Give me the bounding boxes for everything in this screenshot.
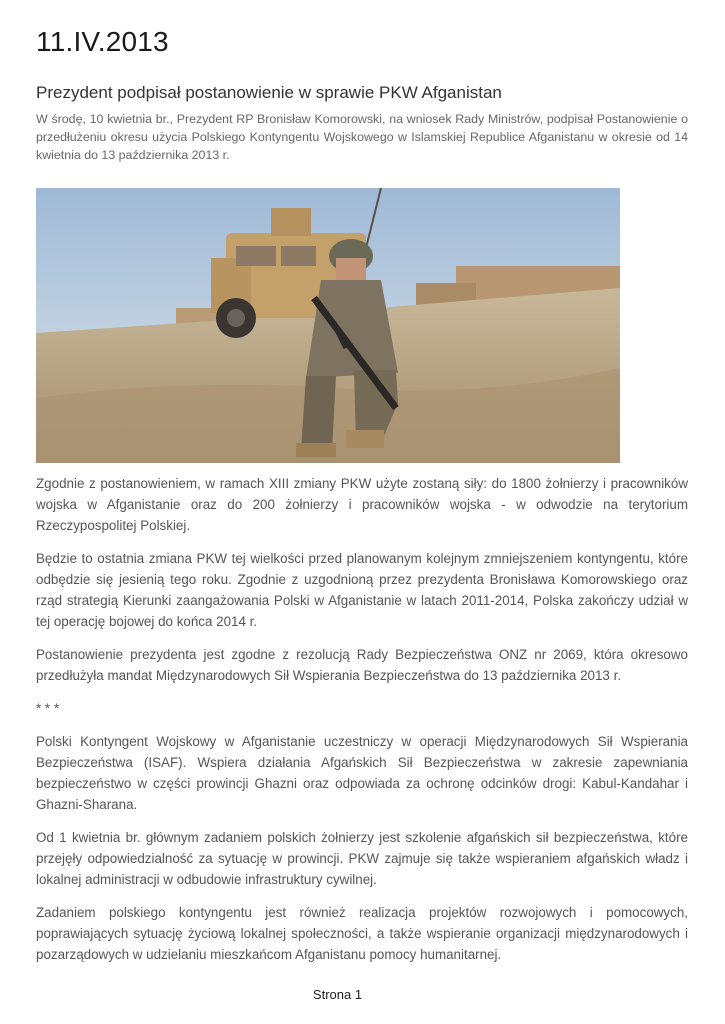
paragraph: Polski Kontyngent Wojskowy w Afganistanie uczestniczy w operacji Międzynarodowych Sił Wspierania Bezpieczeństwa (ISAF). Wspiera działania Afgańskich Sił Bezpieczeństwa w zakresie zapewniania bezpieczeństwo w części prowincji Ghazni oraz odpowiada za ochronę odcinków drogi: Kabul-Kandahar i Ghazni-Sharana. bbox=[36, 734, 688, 812]
paragraph: Zadaniem polskiego kontyngentu jest również realizacja projektów rozwojowych i pomocowych, poprawiających sytuację życiową lokalnej społeczności, a także wspieranie organizacji międzynarodowych i pozarządowych w udzielaniu mieszkańcom Afganistanu pomocy humanitarnej. bbox=[36, 905, 688, 962]
photo-illustration bbox=[36, 188, 620, 463]
paragraph: Postanowienie prezydenta jest zgodne z rezolucją Rady Bezpieczeństwa ONZ nr 2069, która okresowo przedłużyła mandat Międzynarodowych Sił Wspierania Bezpieczeństwa do 13 października 2013 r. bbox=[36, 647, 688, 683]
paragraph: Zgodnie z postanowieniem, w ramach XIII zmiany PKW użyte zostaną siły: do 1800 żołnierzy i pracowników wojska w Afganistanie oraz do 200 żołnierzy i pracowników wojska - w odwodzie na terytorium Rzeczypospolitej Polskiej. bbox=[36, 476, 688, 533]
article-lead: W środę, 10 kwietnia br., Prezydent RP Bronisław Komorowski, na wniosek Rady Ministrów, podpisał Postanowienie o przedłużeniu okresu użycia Polskiego Kontyngentu Wojskowego w Islamskiej Republice Afganistanu w okresie od 14 kwietnia do 13 października 2013 r. bbox=[36, 112, 688, 162]
paragraph: Będzie to ostatnia zmiana PKW tej wielkości przed planowanym kolejnym zmniejszeniem kontyngentu, które odbędzie się jesienią tego roku. Zgodnie z uzgodnioną przez prezydenta Bronisława Komorowskiego oraz rząd strategią Kierunki zaangażowania Polski w Afganistanie w latach 2011-2014, Polska zakończy udział w tej operację bojowej do końca 2014 r. bbox=[36, 551, 688, 629]
document-date: 11.IV.2013 bbox=[36, 26, 169, 57]
page-number: Strona 1 bbox=[312, 987, 363, 1002]
article-headline: Prezydent podpisał postanowienie w sprawie PKW Afganistan bbox=[36, 83, 502, 102]
article-photo bbox=[36, 188, 620, 463]
article-body bbox=[36, 473, 688, 977]
section-separator: * * * bbox=[36, 701, 60, 716]
paragraph: Od 1 kwietnia br. głównym zadaniem polskich żołnierzy jest szkolenie afgańskich sił bezpieczeństwa, które przejęły odpowiedzialność za sytuację w prowincji. PKW zajmuje się także wspieraniem afgańskich władz i lokalnej administracji w odbudowie infrastruktury cywilnej. bbox=[36, 830, 688, 887]
